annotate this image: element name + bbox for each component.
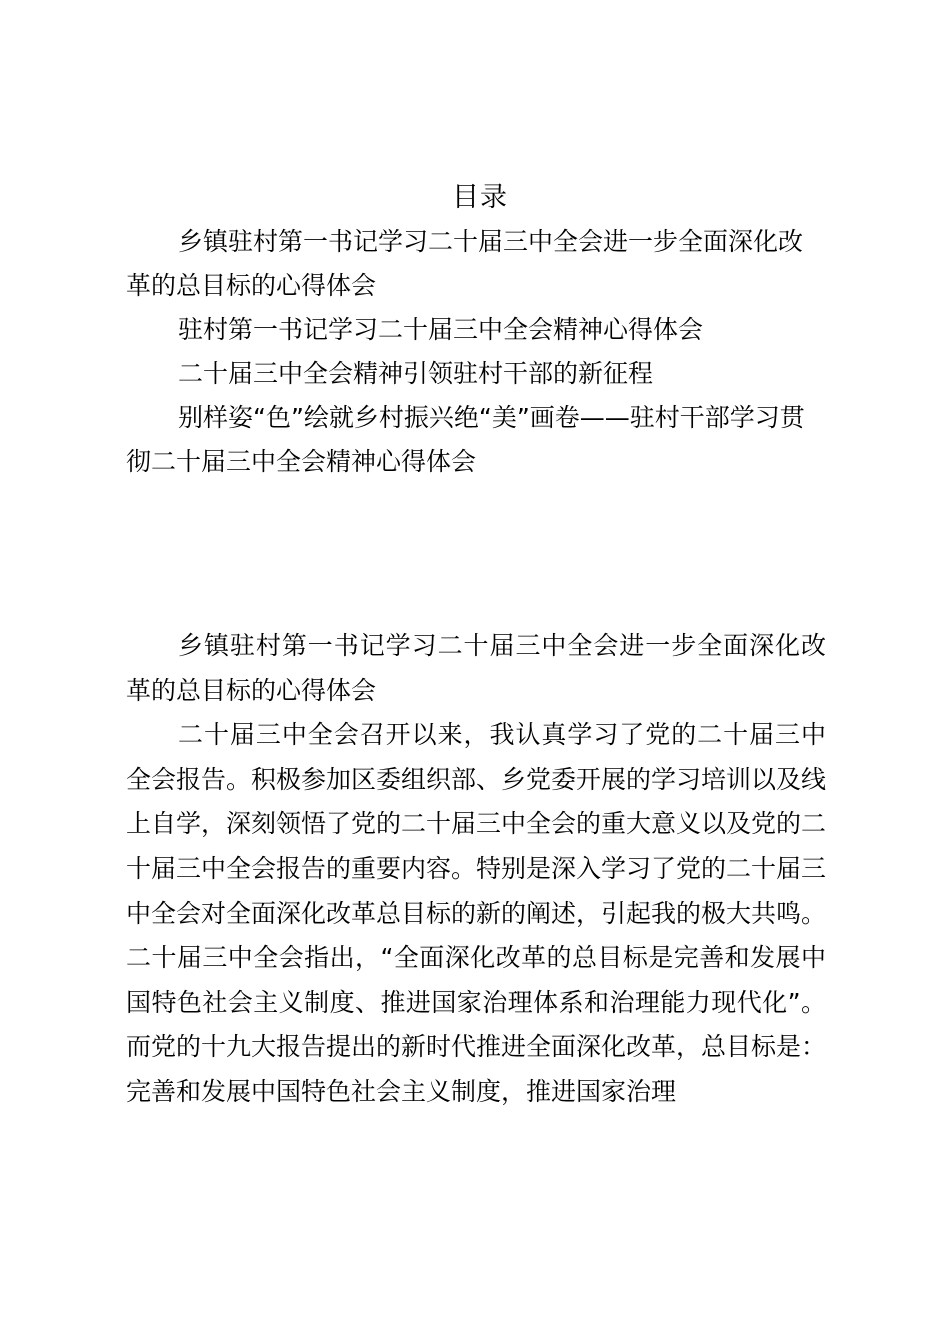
article-paragraph: 二十届三中全会召开以来，我认真学习了党的二十届三中全会报告。积极参加区委组织部、乡党委开展的学习培训以及线上自学，深刻领悟了党的二十届三中全会的重大意义以及党的二十届三中全会报告的重要内容。特别是深入学习了党的二十届三中全会对全面深化改革总目标的新的阐述，引起我的极大共鸣。二十届三中全会指出，“全面深化改革的总目标是完善和发展中国特色社会主义制度、推进国家治理体系和治理能力现代化”。而党的十九大报告提出的新时代推进全面深化改革，总目标是：完善和发展中国特色社会主义制度，推进国家治理	[126, 720, 827, 1106]
toc-item: 别样姿“色”绘就乡村振兴绝“美”画卷——驻村干部学习贯彻二十届三中全会精神心得体会	[126, 403, 805, 476]
toc-item: 乡镇驻村第一书记学习二十届三中全会进一步全面深化改革的总目标的心得体会	[126, 227, 804, 300]
article-title: 乡镇驻村第一书记学习二十届三中全会进一步全面深化改革的总目标的心得体会	[126, 631, 826, 705]
toc-item: 二十届三中全会精神引领驻村干部的新征程	[178, 359, 654, 388]
article-body	[126, 624, 826, 1115]
toc-list	[126, 220, 826, 484]
toc-title: 目录	[452, 182, 508, 213]
toc-item: 驻村第一书记学习二十届三中全会精神心得体会	[178, 315, 704, 344]
